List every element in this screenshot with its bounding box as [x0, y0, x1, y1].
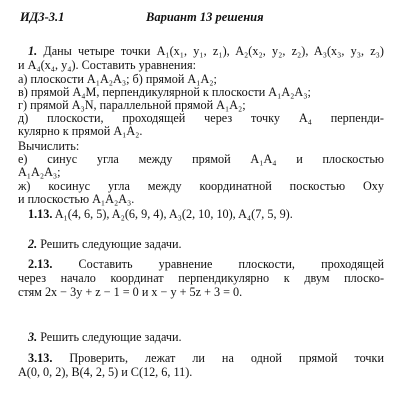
task3-problem-text-line1: Проверить, лежат ли на одной прямой точки	[69, 351, 384, 365]
task2-problem-line3: стям 2x − 3y + z − 1 = 0 и x − y + 5z + 3 = 0.	[18, 285, 243, 299]
task1-item-zh-cont: и плоскостью A₁A₂A₃.	[18, 192, 135, 206]
task3-number: 3.	[28, 330, 38, 344]
task1-item-a-b: а) плоскости A₁A₂A₃; б) прямой A₁A₂;	[18, 72, 217, 86]
task3-title: Решить следующие задачи.	[40, 330, 182, 344]
task1-variant-data	[28, 208, 293, 221]
task3-problem-line2: A(0, 0, 2), B(4, 2, 5) и C(12, 6, 11).	[18, 365, 193, 379]
task1-item-e: е) синус угла между прямой A₁A₄ и плоскостью	[18, 152, 384, 166]
task2-problem-number: 2.13.	[28, 257, 53, 271]
task3-problem-line1	[18, 352, 384, 365]
task2-problem-text-line1: Составить уравнение плоскости, проходящей	[78, 257, 384, 271]
task3-heading	[28, 331, 182, 344]
task1-text-line1: Даны четыре точки A₁(x₁, y₁, z₁), A₂(x₂, y₂, z₂), A₃(x₃, y₃, z₃)	[43, 44, 384, 58]
task2-number: 2.	[28, 237, 38, 251]
variant-title: Вариант 13 решения	[146, 10, 264, 24]
task1-item-zh: ж) косинус угла между координатной поскостью Oxy	[18, 179, 384, 193]
task1-number: 1.	[28, 44, 38, 58]
task2-title: Решить следующие задачи.	[40, 237, 182, 251]
task3-problem-number: 3.13.	[28, 351, 53, 365]
task2-problem-line1	[18, 258, 384, 271]
task1-variant-points: A₁(4, 6, 5), A₂(6, 9, 4), A₃(2, 10, 10), A₄(7, 5, 9).	[54, 207, 293, 221]
task1-item-d-cont: кулярно к прямой A₁A₂.	[18, 124, 143, 138]
task1-statement-line2: и A₄(x₄, y₄). Составить уравнения:	[18, 58, 196, 72]
assignment-code: ИДЗ-3.1	[20, 10, 65, 24]
task1-statement-line1	[18, 45, 384, 58]
task1-item-g: г) прямой A₃N, параллельной прямой A₁A₂;	[18, 98, 246, 112]
task1-item-v: в) прямой A₄M, перпендикулярной к плоскости A₁A₂A₃;	[18, 85, 311, 99]
task2-problem-line2: через начало координат перпендикулярно к двум плоско-	[18, 271, 384, 285]
task1-compute-label: Вычислить:	[18, 139, 80, 153]
task1-item-e-cont: A₁A₂A₃;	[18, 165, 61, 179]
task1-item-d: д) плоскости, проходящей через точку A₄ перпенди-	[18, 111, 384, 125]
task1-variant-number: 1.13.	[28, 207, 53, 221]
task2-heading	[28, 238, 182, 251]
